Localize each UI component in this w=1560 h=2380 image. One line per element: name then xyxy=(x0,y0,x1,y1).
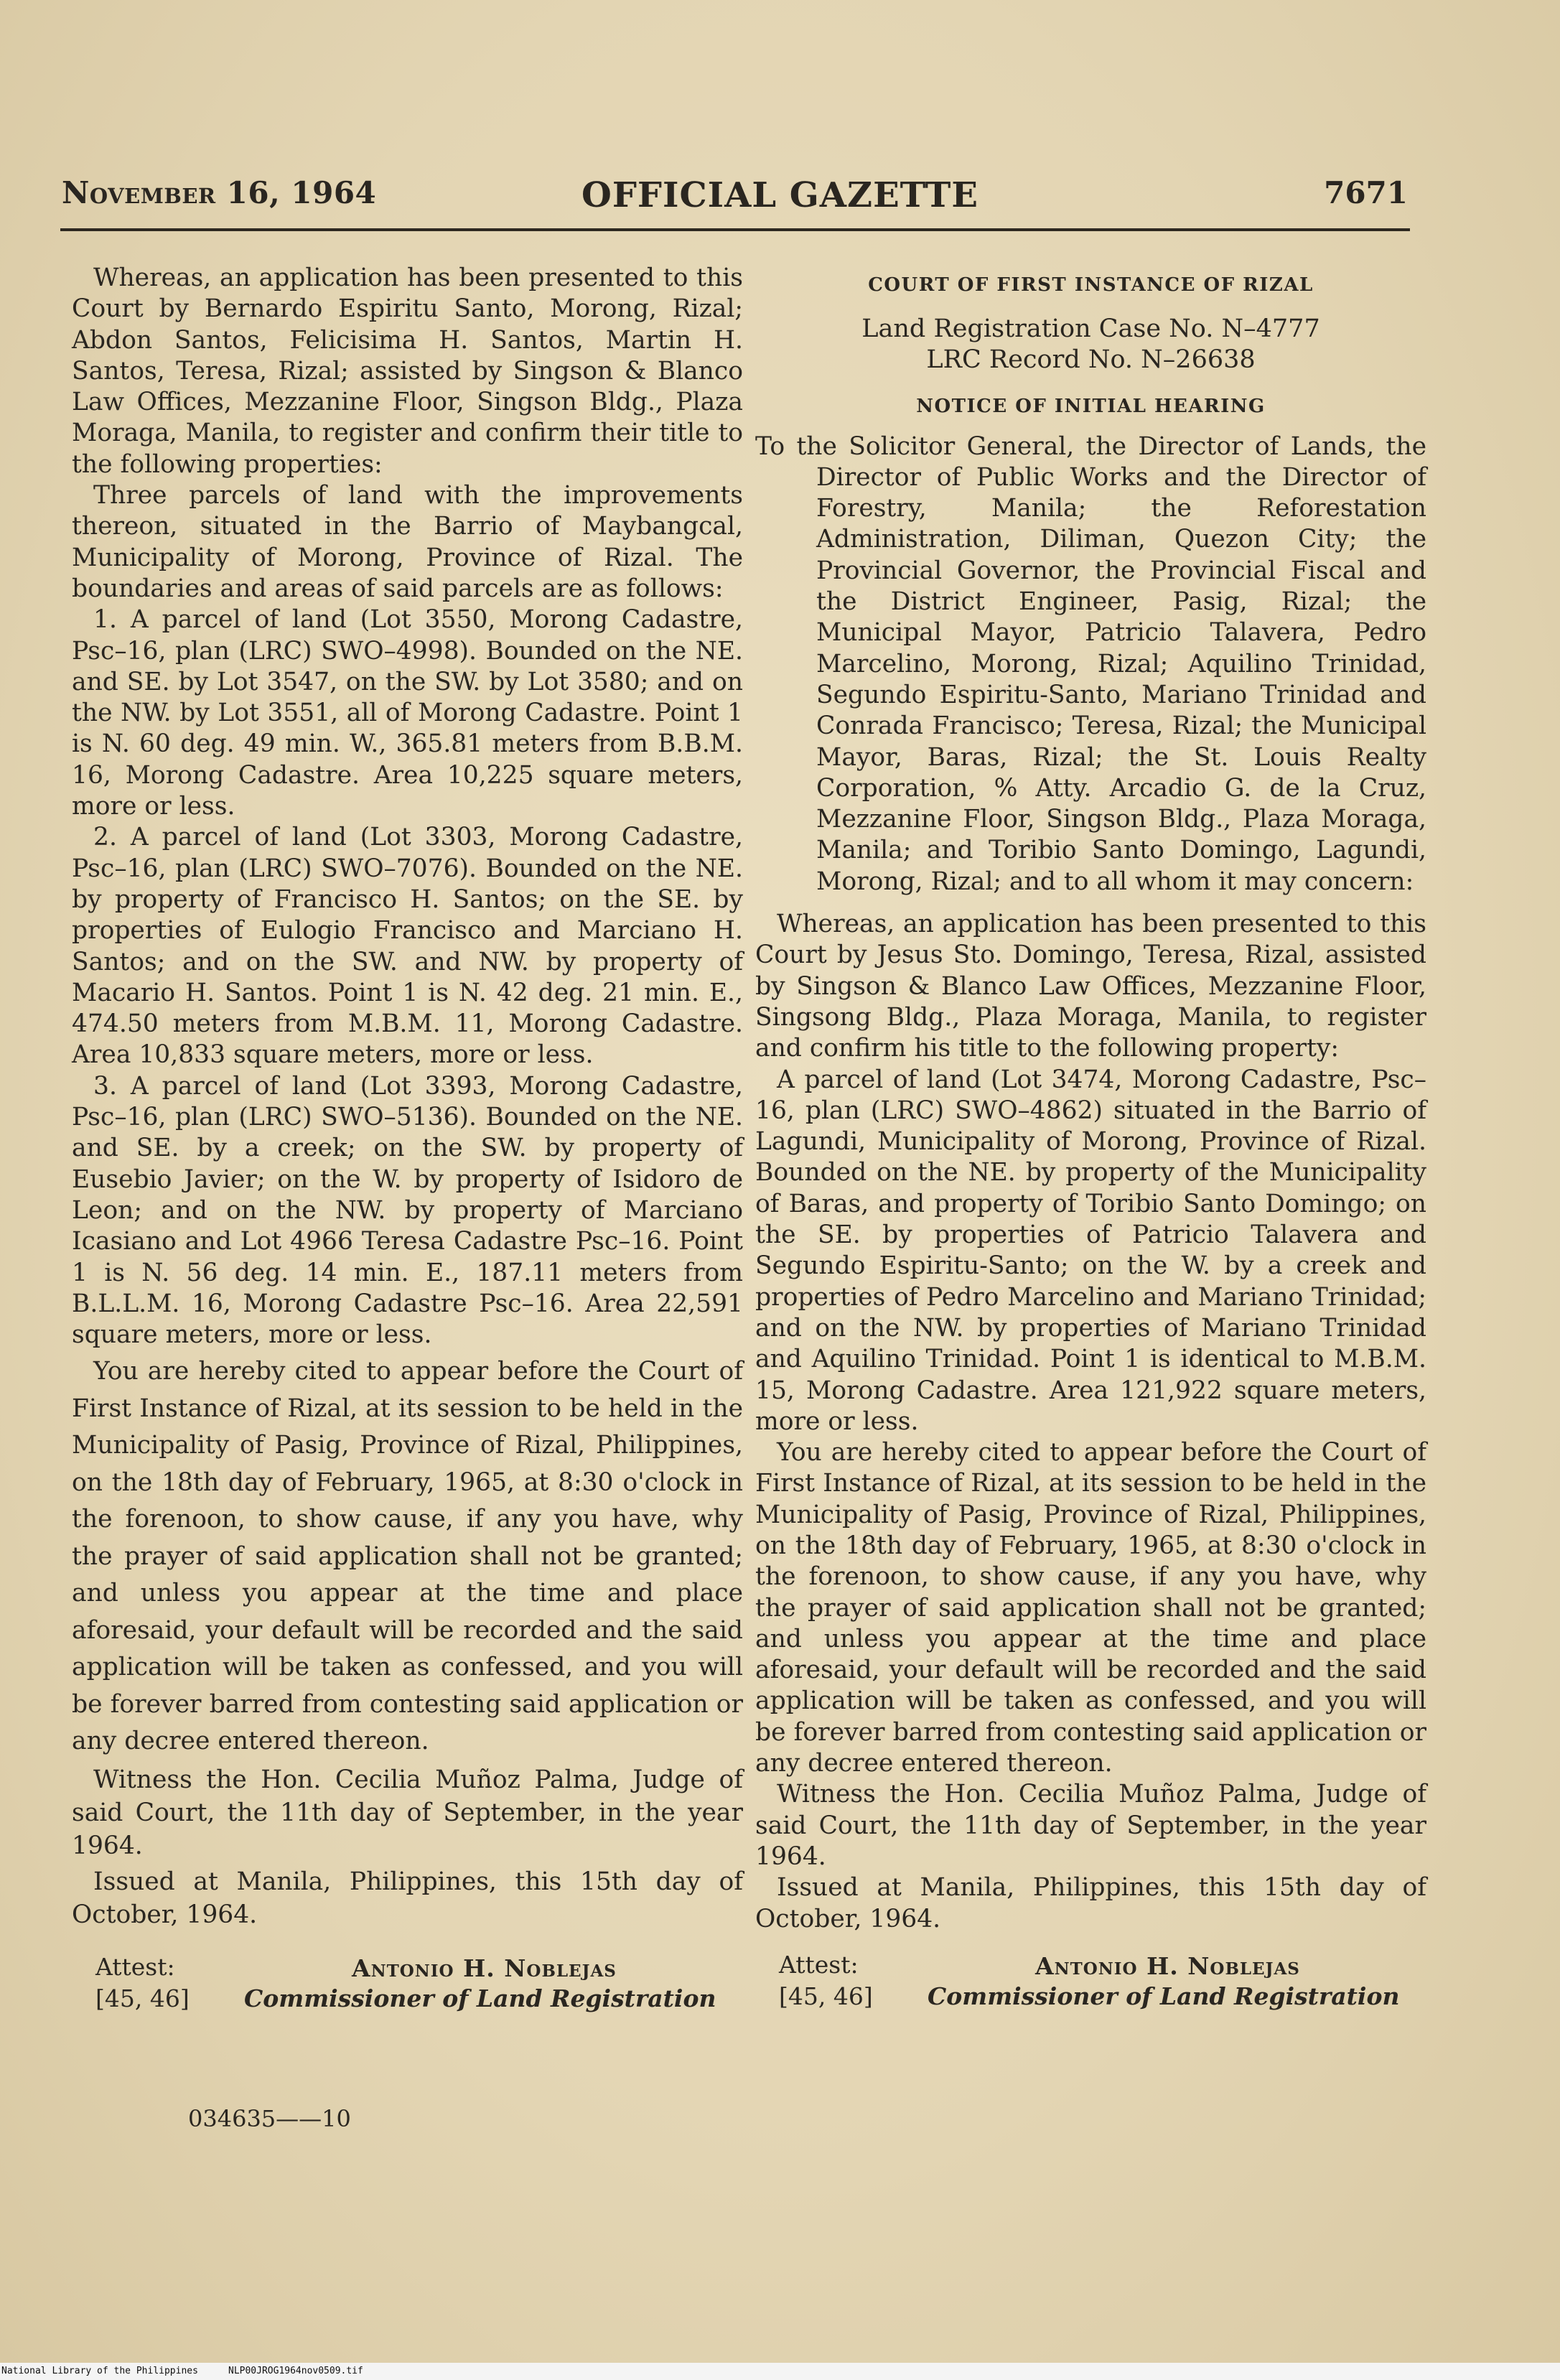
left-parcel-1: 1. A parcel of land (Lot 3550, Morong Cadastre, Psc–16, plan (LRC) SWO–4998). Bounded on the NE. and SE. by Lot 3547, on the SW. by Lot 3580; and on the NW. by Lot 3551, all of Morong Cadastre. Point 1 is N. 60 deg. 49 min. W., 365.81 meters from B.B.M. 16, Morong Cadastre. Area 10,225 square meters, more or less. xyxy=(72,605,743,821)
left-signatory: Antonio H. Noblejas xyxy=(352,1954,617,1982)
addressee-paragraph: To the Solicitor General, the Director of Lands, the Director of Public Works and the Director of Forestry, Manila; the Reforestation Administration, Diliman, Quezon City; the Provincial Governor, the Provincial Fiscal and the District Engineer, Pasig, Rizal; the Municipal Mayor, Patricio Talavera, Pedro Marcelino, Morong, Rizal; Aquilino Trinidad, Segundo Espiritu-Santo, Mariano Trinidad and Conrada Francisco; Teresa, Rizal; the Municipal Mayor, Baras, Rizal; the St. Louis Realty Corporation, % Atty. Arcadio G. de la Cruz, Mezzanine Floor, Singson Bldg., Plaza Moraga, Manila; and Toribio Santo Domingo, Lagundi, Morong, Rizal; and to all whom it may concern: xyxy=(755,431,1426,896)
left-parcels-intro: Three parcels of land with the improvements thereon, situated in the Barrio of Maybangcal, Municipality of Morong, Province of Rizal. The boundaries and areas of said parcels are as follows: xyxy=(72,481,743,603)
left-witness-paragraph: Witness the Hon. Cecilia Muñoz Palma, Judge of said Court, the 11th day of September, in the year 1964. xyxy=(72,1765,743,1860)
left-issued-paragraph: Issued at Manila, Philippines, this 15th day of October, 1964. xyxy=(72,1867,743,1929)
right-signatory: Antonio H. Noblejas xyxy=(1035,1951,1300,1980)
footer-filename: NLP00JROG1964nov0509.tif xyxy=(228,2366,363,2376)
page-number: 7671 xyxy=(1324,175,1408,210)
left-parcel-3: 3. A parcel of land (Lot 3393, Morong Cadastre, Psc–16, plan (LRC) SWO–5136). Bounded on the NE. and SE. by a creek; on the SW. by property of Eusebio Javier; on the W. by property of Isidoro de Leon; and on the NW. by property of Marciano Icasiano and Lot 4966 Teresa Cadastre Psc–16. Point 1 is N. 56 deg. 14 min. E., 187.11 meters from B.L.L.M. 16, Morong Cadastre Psc–16. Area 22,591 square meters, more or less. xyxy=(72,1071,743,1350)
issue-date: November 16, 1964 xyxy=(62,175,377,210)
left-column xyxy=(72,263,743,2023)
right-attest-label: Attest: xyxy=(779,1950,859,1979)
footer-library: National Library of the Philippines xyxy=(1,2366,198,2376)
left-signatory-title: Commissioner of Land Registration xyxy=(244,1984,716,2012)
court-heading: COURT OF FIRST INSTANCE OF RIZAL xyxy=(868,274,1314,296)
right-attest-block xyxy=(755,1949,1426,2021)
scan-footer xyxy=(0,2363,1560,2380)
record-number: LRC Record No. N–26638 xyxy=(926,345,1256,375)
publication-title: OFFICIAL GAZETTE xyxy=(582,175,978,215)
case-number: Land Registration Case No. N–4777 xyxy=(861,314,1320,344)
left-attest-label: Attest: xyxy=(95,1952,175,1981)
right-issued-paragraph: Issued at Manila, Philippines, this 15th day of October, 1964. xyxy=(755,1873,1426,1933)
print-code: 034635——10 xyxy=(188,2105,351,2132)
right-whereas-paragraph: Whereas, an application has been presented to this Court by Jesus Sto. Domingo, Teresa, Rizal, assisted by Singson & Blanco Law Offices, Mezzanine Floor, Singsong Bldg., Plaza Moraga, Manila, to register and confirm his title to the following property: xyxy=(755,910,1426,1063)
left-whereas-paragraph: Whereas, an application has been presented to this Court by Bernardo Espiritu Santo, Morong, Rizal; Abdon Santos, Felicisima H. Santos, Martin H. Santos, Teresa, Rizal; assisted by Singson & Blanco Law Offices, Mezzanine Floor, Singson Bldg., Plaza Moraga, Manila, to register and confirm their title to the following properties: xyxy=(72,263,743,479)
header-rule xyxy=(60,228,1410,231)
right-witness-paragraph: Witness the Hon. Cecilia Muñoz Palma, Judge of said Court, the 11th day of September, in the year 1964. xyxy=(755,1780,1426,1871)
right-signatory-title: Commissioner of Land Registration xyxy=(928,1982,1400,2010)
right-parcel-paragraph: A parcel of land (Lot 3474, Morong Cadastre, Psc–16, plan (LRC) SWO–4862) situated in the Barrio of Lagundi, Municipality of Morong, Province of Rizal. Bounded on the NE. by property of the Municipality of Baras, and property of Toribio Santo Domingo; on the SE. by properties of Patricio Talavera and Segundo Espiritu-Santo; on the W. by a creek and properties of Pedro Marcelino and Mariano Trinidad; and on the NW. by properties of Mariano Trinidad and Aquilino Trinidad. Point 1 is identical to M.B.M. 15, Morong Cadastre. Area 121,922 square meters, more or less. xyxy=(755,1065,1426,1436)
right-column xyxy=(755,263,1426,2021)
left-citation-paragraph: You are hereby cited to appear before the Court of First Instance of Rizal, at its session to be held in the Municipality of Pasig, Province of Rizal, Philippines, on the 18th day of February, 1965, at 8:30 o'clock in the forenoon, to show cause, if any you have, why the prayer of said application shall not be granted; and unless you appear at the time and place aforesaid, your default will be recorded and the said application will be taken as confessed, and you will be forever barred from contesting said application or any decree entered thereon. xyxy=(72,1357,743,1756)
notice-title: NOTICE OF INITIAL HEARING xyxy=(916,396,1266,418)
left-parcel-2: 2. A parcel of land (Lot 3303, Morong Cadastre, Psc–16, plan (LRC) SWO–7076). Bounded on the NE. by property of Francisco H. Santos; on the SE. by properties of Eulogio Francisco and Marciano H. Santos; and on the SW. and NW. by property of Macario H. Santos. Point 1 is N. 42 deg. 21 min. E., 474.50 meters from M.B.M. 11, Morong Cadastre. Area 10,833 square meters, more or less. xyxy=(72,823,743,1070)
right-issue-ref: [45, 46] xyxy=(779,1982,873,2010)
right-citation-paragraph: You are hereby cited to appear before the Court of First Instance of Rizal, at its session to be held in the Municipality of Pasig, Province of Rizal, Philippines, on the 18th day of February, 1965, at 8:30 o'clock in the forenoon, to show cause, if any you have, why the prayer of said application shall not be granted; and unless you appear at the time and place aforesaid, your default will be recorded and the said application will be taken as confessed, and you will be forever barred from contesting said application or any decree entered thereon. xyxy=(755,1438,1426,1778)
left-issue-ref: [45, 46] xyxy=(95,1984,190,2012)
left-attest-block xyxy=(72,1951,743,2023)
